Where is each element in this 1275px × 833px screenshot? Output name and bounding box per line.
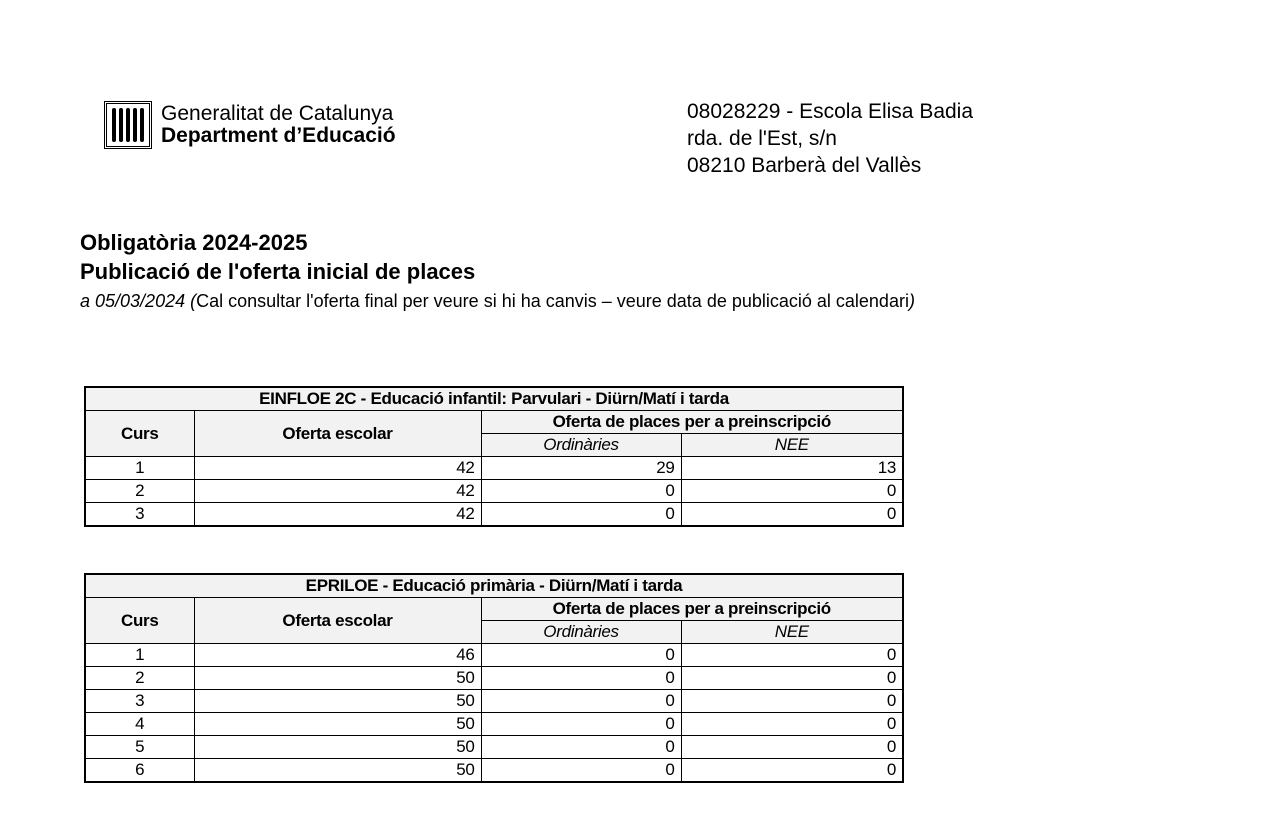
cell-ordinaries: 0: [481, 644, 681, 667]
school-name: 08028229 - Escola Elisa Badia: [687, 100, 974, 123]
cell-oferta-escolar: 50: [194, 736, 481, 759]
catalan-seal-icon: [104, 101, 152, 149]
cell-ordinaries: 0: [481, 690, 681, 713]
cell-curs: 2: [85, 480, 194, 503]
generalitat-logo: [104, 101, 396, 149]
cell-oferta-escolar: 50: [194, 690, 481, 713]
cell-ordinaries: 0: [481, 759, 681, 783]
cell-nee: 0: [681, 713, 903, 736]
logo-line-1: Generalitat de Catalunya: [161, 102, 394, 125]
table-title-row: [85, 574, 903, 598]
cell-ordinaries: 29: [481, 457, 681, 480]
table-row: [85, 480, 903, 503]
cell-curs: 5: [85, 736, 194, 759]
cell-nee: 0: [681, 759, 903, 783]
table-row: [85, 457, 903, 480]
cell-oferta-escolar: 42: [194, 457, 481, 480]
cell-curs: 3: [85, 690, 194, 713]
table-row: [85, 759, 903, 783]
cell-nee: 0: [681, 736, 903, 759]
school-street: rda. de l'Est, s/n: [687, 127, 837, 150]
cell-ordinaries: 0: [481, 503, 681, 527]
table-row: [85, 690, 903, 713]
cell-nee: 0: [681, 690, 903, 713]
cell-oferta-escolar: 50: [194, 713, 481, 736]
table-row: [85, 503, 903, 527]
cell-nee: 0: [681, 644, 903, 667]
table-title: EPRILOE - Educació primària - Diürn/Matí i tarda: [85, 574, 903, 598]
cell-curs: 1: [85, 457, 194, 480]
school-city: 08210 Barberà del Vallès: [687, 154, 922, 177]
col-ordinaries: Ordinàries: [481, 434, 681, 457]
col-preinscripcio: Oferta de places per a preinscripció: [481, 411, 903, 434]
logo-line-2: Department d’Educació: [161, 124, 396, 147]
page-title: Obligatòria 2024-2025: [80, 230, 308, 255]
page-subtitle: Publicació de l'oferta inicial de places: [80, 259, 476, 284]
publication-note: [80, 286, 915, 316]
table-title-row: [85, 387, 903, 411]
cell-nee: 0: [681, 503, 903, 527]
table-title: EINFLOE 2C - Educació infantil: Parvulari - Diürn/Matí i tarda: [85, 387, 903, 411]
col-curs: Curs: [85, 411, 194, 457]
cell-nee: 0: [681, 480, 903, 503]
cell-curs: 3: [85, 503, 194, 527]
table-row: [85, 713, 903, 736]
cell-ordinaries: 0: [481, 480, 681, 503]
table-row: [85, 736, 903, 759]
note-end: ): [908, 291, 915, 311]
cell-nee: 13: [681, 457, 903, 480]
col-curs: Curs: [85, 598, 194, 644]
cell-oferta-escolar: 50: [194, 759, 481, 783]
table-row: [85, 667, 903, 690]
publication-date: a 05/03/2024 (: [80, 291, 197, 311]
cell-ordinaries: 0: [481, 713, 681, 736]
col-ordinaries: Ordinàries: [481, 621, 681, 644]
cell-oferta-escolar: 42: [194, 503, 481, 527]
cell-curs: 1: [85, 644, 194, 667]
cell-oferta-escolar: 50: [194, 667, 481, 690]
cell-ordinaries: 0: [481, 736, 681, 759]
school-address: [687, 98, 973, 179]
cell-curs: 6: [85, 759, 194, 783]
cell-curs: 4: [85, 713, 194, 736]
col-nee: NEE: [681, 434, 903, 457]
header-row: [85, 598, 903, 621]
col-oferta-escolar: Oferta escolar: [194, 598, 481, 644]
table-row: [85, 644, 903, 667]
note-text: Cal consultar l'oferta final per veure si hi ha canvis – veure data de publicació al calendari: [196, 291, 909, 311]
cell-curs: 2: [85, 667, 194, 690]
table-primaria: [84, 573, 904, 783]
header-row: [85, 411, 903, 434]
col-oferta-escolar: Oferta escolar: [194, 411, 481, 457]
cell-oferta-escolar: 46: [194, 644, 481, 667]
cell-nee: 0: [681, 667, 903, 690]
cell-ordinaries: 0: [481, 667, 681, 690]
table-infantil: [84, 386, 904, 527]
col-preinscripcio: Oferta de places per a preinscripció: [481, 598, 903, 621]
cell-oferta-escolar: 42: [194, 480, 481, 503]
col-nee: NEE: [681, 621, 903, 644]
